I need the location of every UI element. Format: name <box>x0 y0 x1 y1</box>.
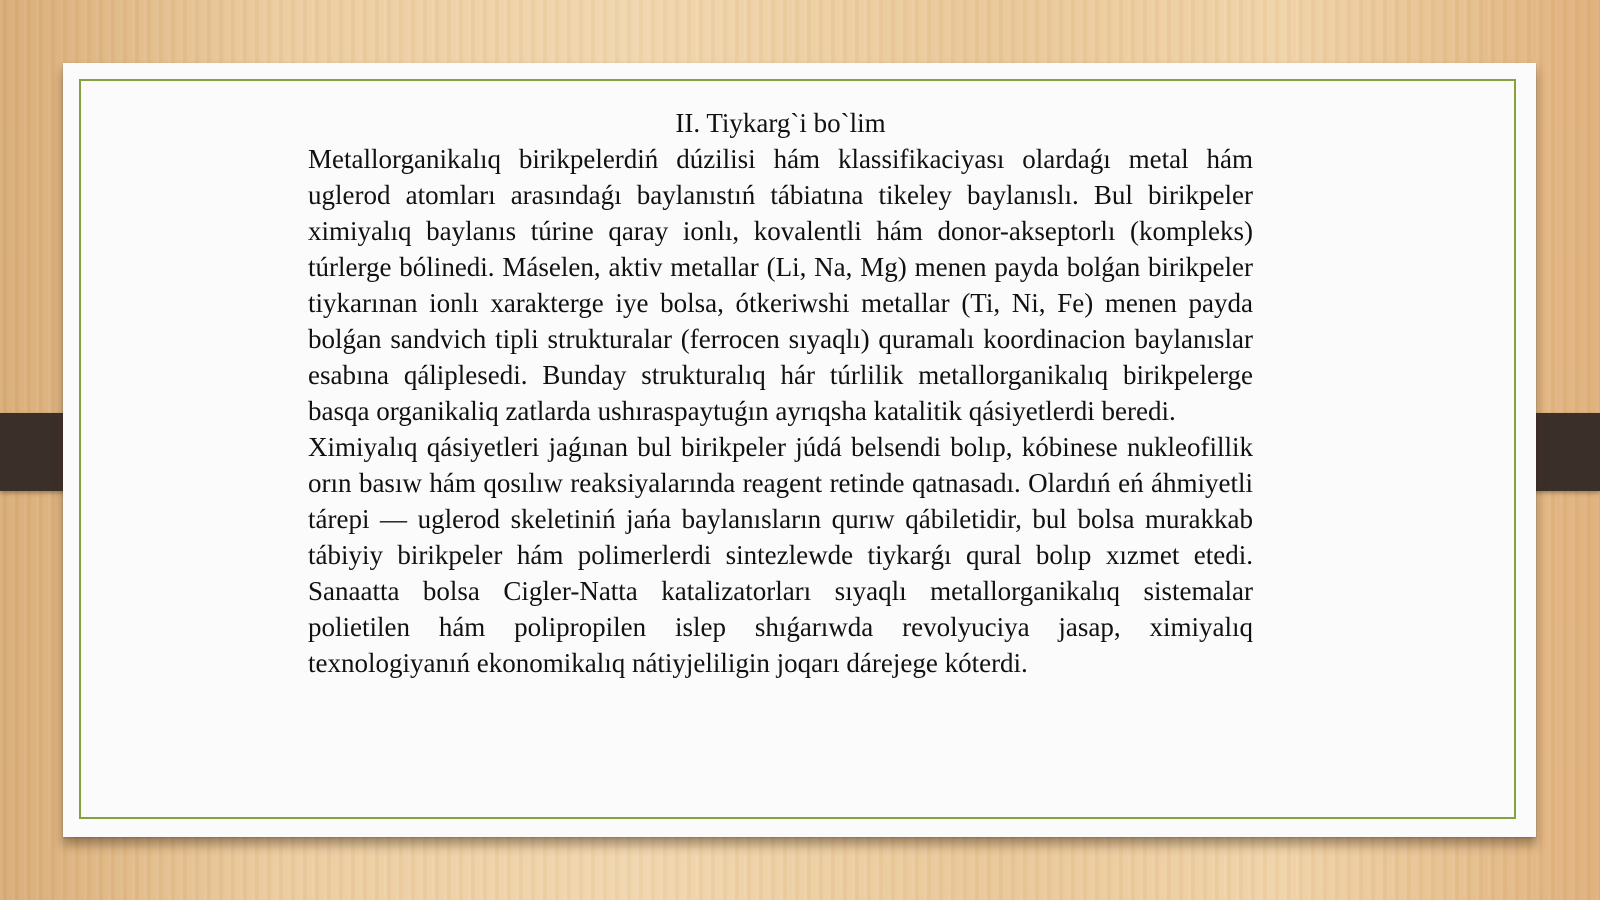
paragraph-properties: Ximiyalıq qásiyetleri jaǵınan bul birikpeler júdá belsendi bolıp, kóbinese nukleofillik orın basıw hám qosılıw reaksiyalarında reagent retinde qatnasadı. Olardıń eń áhmiyetli tárepi — uglerod skeletiniń jańa baylanısların qurıw qábiletidir, bul bolsa murakkab tábiyiy birikpeler hám polimerlerdi sintezlewde tiykarǵı qural bolıp xızmet etedi. Sanaatta bolsa Cigler-Natta katalizatorları sıyaqlı metallorganikalıq sistemalar polietilen hám polipropilen islep shıǵarıwda revolyuciya jasap, ximiyalıq texnologiyanıń ekonomikalıq nátiyjeliligin joqarı dárejege kóterdi. <box>308 432 1253 678</box>
slide-title: II. Tiykarg`i bo`lim <box>675 108 886 138</box>
paragraph-structure: Metallorganikalıq birikpelerdiń dúzilisi hám klassifikaciyası olardaǵı metal hám uglerod atomları arasındaǵı baylanıstıń tábiatına tikeley baylanıslı. Bul birikpeler ximiyalıq baylanıs túrine qaray ionlı, kovalentli hám donor-akseptorlı (kompleks) túrlerge bólinedi. Máselen, aktiv metallar (Li, Na, Mg) menen payda bolǵan birikpeler tiykarınan ionlı xarakterge iye bolsa, ótkeriwshi metallar (Ti, Ni, Fe) menen payda bolǵan sandvich tipli strukturalar (ferrocen sıyaqlı) quramalı koordinacion baylanıslar esabına qáliplesedi. Bunday strukturalıq hár túrlilik metallorganikalıq birikpelerge basqa organikaliq zatlarda ushıraspaytuǵın ayrıqsha katalitik qásiyetlerdi beredi. <box>308 144 1253 426</box>
slide-card <box>63 63 1536 837</box>
slide-content <box>308 105 1253 681</box>
